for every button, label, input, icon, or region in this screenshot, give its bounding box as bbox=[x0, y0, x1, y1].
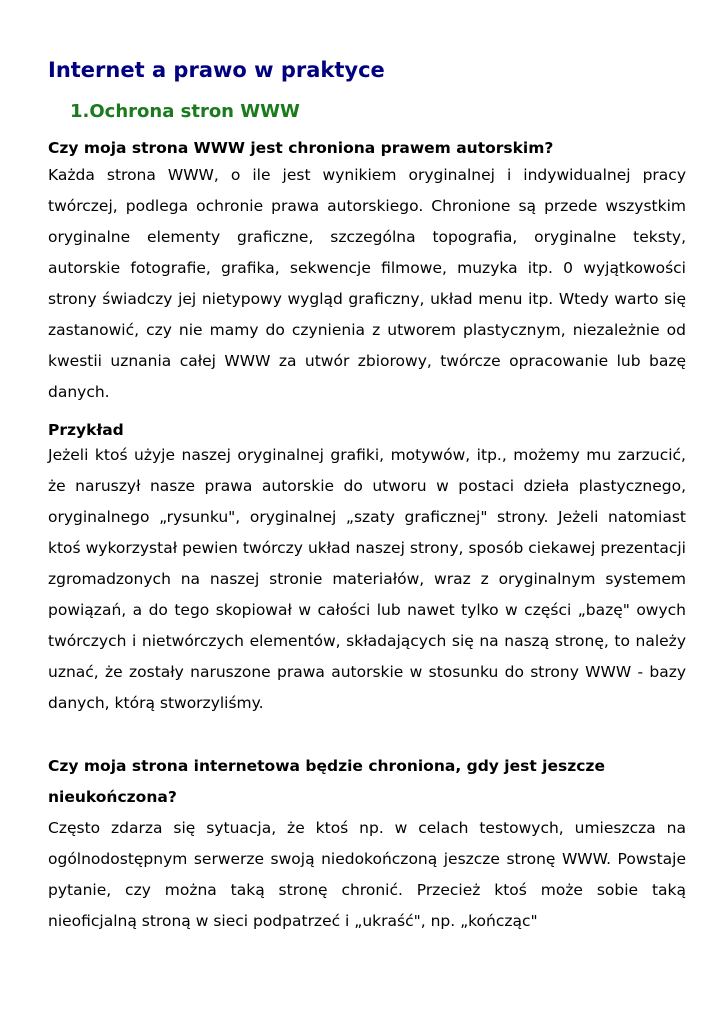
paragraph-1: Każda strona WWW, o ile jest wynikiem oryginalnej i indywidualnej pracy twórczej, podlega ochronie prawa autorskiego. Chronione są przede wszystkim oryginalne elementy graficzne, szczególna topografia, oryginalne teksty, autorskie fotografie, grafika, sekwencje filmowe, muzyka itp. 0 wyjątkowości strony świadczy jej nietypowy wygląd graficzny, układ menu itp. Wtedy warto się zastanowić, czy nie mamy do czynienia z utworem plastycznym, niezależnie od kwestii uznania całej WWW za utwór zbiorowy, twórcze opracowanie lub bazę danych. bbox=[48, 166, 686, 401]
document-title: Internet a prawo w praktyce bbox=[48, 58, 385, 82]
example-heading: Przykład bbox=[48, 421, 124, 439]
paragraph-3: Często zdarza się sytuacja, że ktoś np. w celach testowych, umieszcza na ogólnodostępnym serwerze swoją niedokończoną jeszcze stronę WWW. Powstaje pytanie, czy można taką stronę chronić. Przecież ktoś może sobie taką nieoficjalną stroną w sieci podpatrzeć i „ukraść", np. „kończąc" bbox=[48, 819, 686, 930]
document-page bbox=[48, 56, 686, 937]
paragraph-2: Jeżeli ktoś użyje naszej oryginalnej grafiki, motywów, itp., możemy mu zarzucić, że naruszył nasze prawa autorskie do utworu w postaci dzieła plastycznego, oryginalnego „rysunku", oryginalnej „szaty graficznej" strony. Jeżeli natomiast ktoś wykorzystał pewien twórczy układ naszej strony, sposób ciekawej prezentacji zgromadzonych na naszej stronie materiałów, wraz z oryginalnym systemem powiązań, a do tego skopiował w całości lub nawet tylko w części „bazę" owych twórczych i nietwórczych elementów, składających się na naszą stronę, to należy uznać, że zostały naruszone prawa autorskie w stosunku do strony WWW - bazy danych, którą stworzyliśmy. bbox=[48, 446, 686, 712]
section-heading: 1.Ochrona stron WWW bbox=[70, 101, 300, 122]
question-heading-2: Czy moja strona internetowa będzie chroniona, gdy jest jeszcze nieukończona? bbox=[48, 757, 605, 806]
question-heading-1: Czy moja strona WWW jest chroniona prawem autorskim? bbox=[48, 139, 554, 157]
spacer bbox=[48, 719, 686, 751]
